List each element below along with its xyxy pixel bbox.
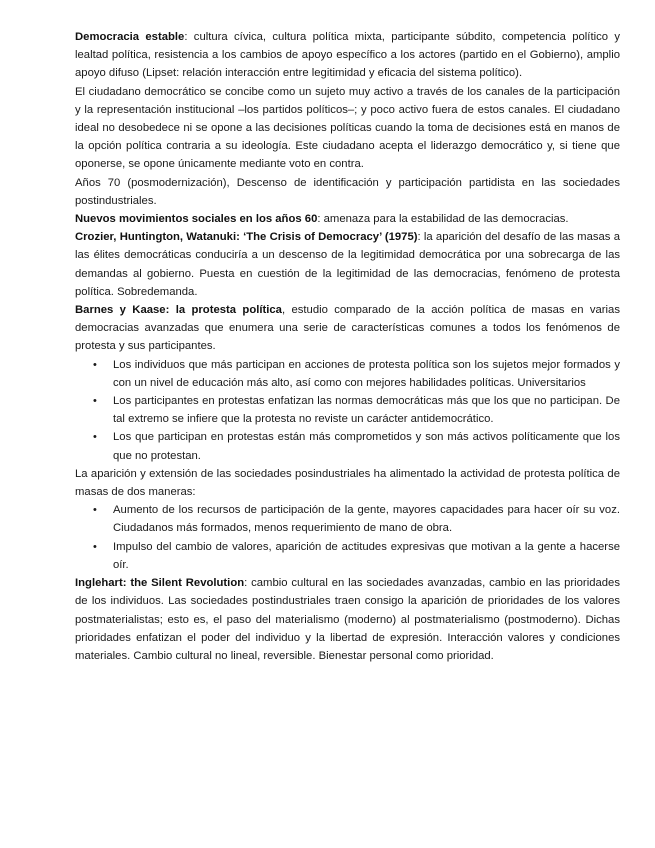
- paragraph-nuevos-movimientos: [75, 210, 620, 228]
- paragraph-inglehart: [75, 574, 620, 665]
- bullet-icon: •: [93, 395, 97, 408]
- paragraph-sociedades-posindustriales: La aparición y extensión de las sociedades posindustriales ha alimentado la actividad de protesta política de masas de dos maneras:: [75, 467, 620, 499]
- list-item: • Impulso del cambio de valores, aparición de actitudes expresivas que motivan a la gente a hacerse oír.: [113, 538, 620, 574]
- paragraph-ciudadano-democratico: El ciudadano democrático se concibe como un sujeto muy activo a través de los canales de la participación y la representación institucional –los partidos políticos–; y poco activo fuera de estos canales. El ciudadano ideal no desobedece ni se opone a las decisiones políticas cuando la toma de decisiones está en manos de la opción política contraria a su ideología. Este ciudadano acepta el liderazgo democrático y, si tiene que oponerse, se opone únicamente mediante voto en contra.: [75, 85, 620, 171]
- list-item: • Aumento de los recursos de participación de la gente, mayores capacidades para hacer oír su voz. Ciudadanos más formados, menos requerimiento de mano de obra.: [113, 501, 620, 537]
- paragraph-text: : la aparición del desafío de las masas a las élites democráticas conduciría a un descenso de la legitimidad democrática por una sobrecarga de las demandas al gobierno. Puesta en cuestión de la legitimidad de las democracias, fenómeno de protesta política. Sobredemanda.: [75, 231, 620, 298]
- term-silent-revolution: Inglehart: the Silent Revolution: [75, 577, 245, 590]
- paragraph-text: : cultura cívica, cultura política mixta, participante súbdito, competencia político y lealtad política, resistencia a los cambios de apoyo específico a los actores (partido en el Gobierno), amplio apoyo difuso (Lipset: relación interacción entre legitimidad y eficacia del sistema político).: [75, 31, 621, 80]
- term-nuevos-movimientos: Nuevos movimientos sociales en los años 60: [75, 213, 318, 226]
- term-democracia-estable: Democracia estable: [75, 31, 185, 43]
- list-item: • Los participantes en protestas enfatizan las normas democráticas más que los que no participan. De tal extremo se infiere que la protesta no reviste un carácter antidemocrático.: [113, 392, 620, 428]
- bullet-icon: •: [93, 431, 97, 444]
- bullet-icon: •: [93, 504, 97, 517]
- bullet-icon: •: [93, 358, 97, 371]
- document-page: [75, 28, 620, 665]
- paragraph-anos-70: Años 70 (posmodernización), Descenso de identificación y participación partidista en las sociedades postindustriales.: [75, 176, 620, 207]
- paragraph-democracia-estable: [75, 28, 620, 83]
- paragraph-text: , estudio comparado de la acción política de masas en varias democracias avanzadas que enumera una serie de características comunes a todos los fenómenos de protesta y sus participantes.: [75, 304, 620, 353]
- term-barnes-kaase: Barnes y Kaase: la protesta política: [75, 304, 282, 317]
- paragraph-text: : cambio cultural en las sociedades avanzadas, cambio en las prioridades de los individuos. Las sociedades postindustriales traen consigo la aparición de prioridades de los valores postmaterialistas; esto es, el paso del materialismo (moderno) al postmaterialismo (postmoderno). Dichas prioridades enfatizan el poder del individuo y la libertad de expresión. Interacción valores y condiciones materiales. Cambio cultural no lineal, reversible. Bienestar personal como prioridad.: [75, 577, 620, 662]
- bullet-icon: •: [93, 540, 97, 553]
- term-crisis-of-democracy: Crozier, Huntington, Watanuki: ‘The Crisis of Democracy’ (1975): [75, 231, 418, 244]
- paragraph-barnes-kaase: [75, 301, 620, 356]
- paragraph-crozier: [75, 228, 620, 301]
- list-item: • Los que participan en protestas están más comprometidos y son más activos políticamente que los que no protestan.: [113, 428, 620, 464]
- paragraph-text: : amenaza para la estabilidad de las democracias.: [317, 213, 569, 226]
- protest-growth-list: [75, 501, 620, 574]
- list-item: • Los individuos que más participan en acciones de protesta política son los sujetos mejor formados y con un nivel de educación más alto, así como con mejores habilidades políticas. Universitarios: [113, 356, 620, 392]
- protest-characteristics-list: [75, 356, 620, 465]
